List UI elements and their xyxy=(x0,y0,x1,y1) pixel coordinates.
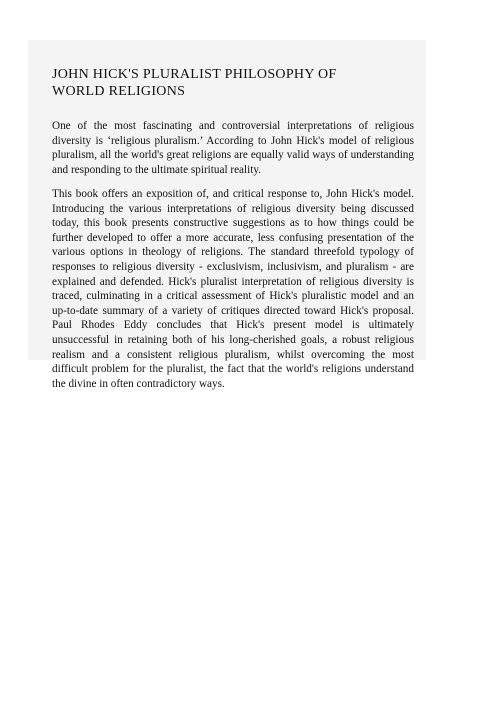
description-paragraph: This book offers an exposition of, and critical response to, John Hick's model. Introducing the various interpretations of religious diversity being discussed today, this book presents constructive suggestions as to how things could be further developed to offer a more accurate, less confusing presentation of the various options in theology of religions. The standard threefold typology of responses to religious diversity - exclusivism, inclusivism, and pluralism - are explained and defended. Hick's pluralist interpretation of religious diversity is traced, culminating in a critical assessment of Hick's pluralistic model and an up-to-date summary of a variety of critiques directed toward Hick's proposal. Paul Rhodes Eddy concludes that Hick's present model is ultimately unsuccessful in retaining both of his long-cherished goals, a robust religious realism and a consistent religious pluralism, whilst overcoming the most difficult problem for the pluralist, the fact that the world's religions understand the divine in often contradictory ways. xyxy=(52,188,414,390)
book-title: JOHN HICK'S PLURALIST PHILOSOPHY OF WORLD RELIGIONS xyxy=(52,67,337,99)
intro-paragraph: One of the most fascinating and controversial interpretations of religious diversity is ‘religious pluralism.’ According to John Hick's model of religious pluralism, all the world's great religions are equally valid ways of understanding and responding to the ultimate spiritual reality. xyxy=(52,120,414,176)
